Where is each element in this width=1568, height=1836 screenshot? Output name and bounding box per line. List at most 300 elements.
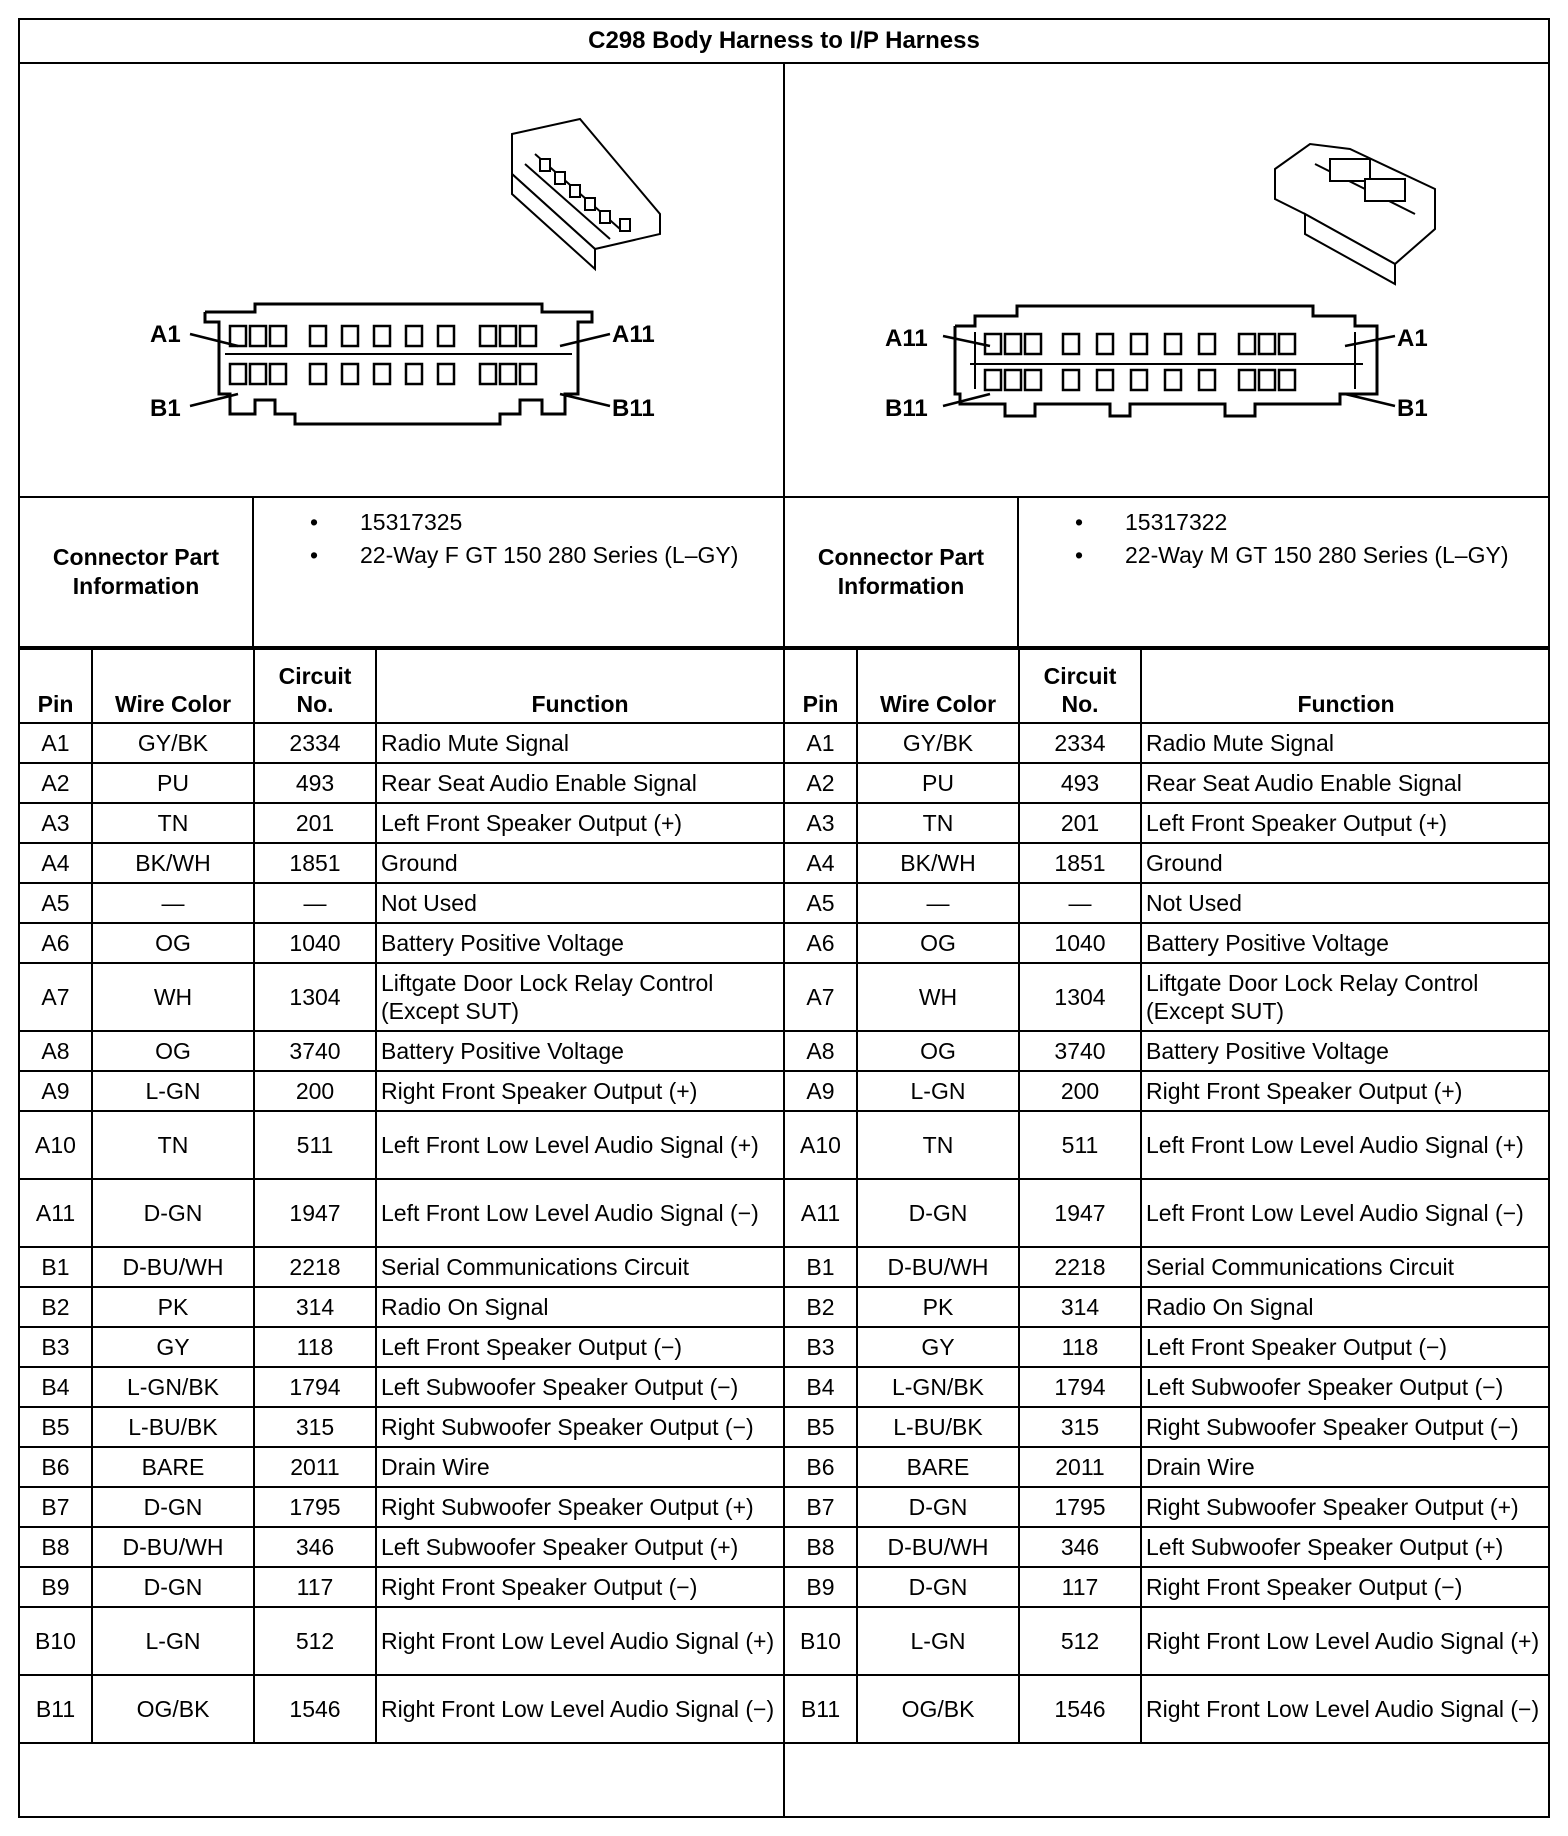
female-connector-diagram [20, 64, 783, 498]
label-b1-left: B1 [150, 395, 181, 422]
circuit-header: Circuit No. [1019, 649, 1141, 723]
label-b11-right: B11 [885, 395, 928, 422]
table-row [785, 963, 1550, 1031]
pin-cell: A8 [785, 1031, 857, 1071]
function-cell: Right Front Low Level Audio Signal (+) [376, 1607, 783, 1675]
pin-cell: B2 [20, 1287, 92, 1327]
cavity-row-b [230, 364, 536, 384]
pin-cavity [1239, 334, 1255, 354]
function-cell: Left Front Low Level Audio Signal (−) [376, 1179, 783, 1247]
label-a1-right: A1 [1397, 325, 1428, 352]
wire-color-cell: PK [857, 1287, 1019, 1327]
part-description: • 22-Way F GT 150 280 Series (L–GY) [254, 541, 783, 570]
pin-cell: A3 [785, 803, 857, 843]
pin-cell: A11 [785, 1179, 857, 1247]
male-connector-panel [785, 64, 1550, 1818]
pin-cavity [270, 364, 286, 384]
table-row [20, 923, 783, 963]
pin-cavity [1199, 370, 1215, 390]
pin-cavity [1097, 334, 1113, 354]
pin-cavity [1005, 370, 1021, 390]
circuit-cell: 315 [254, 1407, 376, 1447]
wire-color-cell: GY/BK [92, 723, 254, 763]
function-cell: Left Subwoofer Speaker Output (−) [1141, 1367, 1550, 1407]
pin-cell: A6 [785, 923, 857, 963]
function-cell: Left Front Low Level Audio Signal (−) [1141, 1179, 1550, 1247]
pin-cell: A1 [785, 723, 857, 763]
pin-cavity [438, 364, 454, 384]
wire-color-cell: PU [857, 763, 1019, 803]
function-cell: Radio On Signal [376, 1287, 783, 1327]
table-row [785, 1247, 1550, 1287]
function-cell: Right Front Speaker Output (−) [376, 1567, 783, 1607]
wire-color-cell: D-GN [92, 1567, 254, 1607]
function-cell: Liftgate Door Lock Relay Control (Except SUT) [376, 963, 783, 1031]
table-row [20, 1675, 783, 1743]
table-row [20, 763, 783, 803]
connector-3d-sketch [512, 119, 660, 269]
function-cell: Right Front Low Level Audio Signal (+) [1141, 1607, 1550, 1675]
circuit-cell: 118 [254, 1327, 376, 1367]
circuit-cell: 511 [1019, 1111, 1141, 1179]
circuit-cell: 314 [1019, 1287, 1141, 1327]
circuit-cell: 1851 [1019, 843, 1141, 883]
circuit-cell: 314 [254, 1287, 376, 1327]
pin-cavity [1025, 370, 1041, 390]
pin-cell: A4 [20, 843, 92, 883]
wire-color-cell: D-BU/WH [92, 1527, 254, 1567]
circuit-cell: 1546 [254, 1675, 376, 1743]
table-row [785, 1407, 1550, 1447]
table-row [785, 1327, 1550, 1367]
function-cell: Battery Positive Voltage [376, 1031, 783, 1071]
circuit-cell: 1040 [254, 923, 376, 963]
pin-header: Pin [20, 649, 92, 723]
function-header: Function [376, 649, 783, 723]
circuit-cell: 117 [1019, 1567, 1141, 1607]
circuit-cell: 2218 [254, 1247, 376, 1287]
circuit-cell: 1851 [254, 843, 376, 883]
table-row [20, 1367, 783, 1407]
male-connector-diagram [785, 64, 1550, 498]
wire-color-cell: D-BU/WH [857, 1247, 1019, 1287]
wire-color-cell: TN [857, 1111, 1019, 1179]
cavity-row-a [230, 326, 536, 346]
wire-color-cell: L-BU/BK [92, 1407, 254, 1447]
circuit-cell: 3740 [254, 1031, 376, 1071]
female-connector-drawing [20, 64, 783, 496]
wire-color-cell: L-BU/BK [857, 1407, 1019, 1447]
pin-cavity [1279, 334, 1295, 354]
connector-face [955, 306, 1377, 416]
circuit-cell: 200 [1019, 1071, 1141, 1111]
function-cell: Radio On Signal [1141, 1287, 1550, 1327]
function-cell: Left Subwoofer Speaker Output (+) [376, 1527, 783, 1567]
pin-cavity [1239, 370, 1255, 390]
wire-color-cell: D-BU/WH [857, 1527, 1019, 1567]
pin-cell: B10 [785, 1607, 857, 1675]
connector-3d-sketch [1275, 144, 1435, 284]
female-connector-panel [20, 64, 785, 1818]
table-row [20, 1071, 783, 1111]
function-cell: Drain Wire [376, 1447, 783, 1487]
connector-part-info-list [254, 498, 783, 656]
pin-cell: A2 [785, 763, 857, 803]
wire-color-cell: L-GN/BK [92, 1367, 254, 1407]
circuit-cell: 118 [1019, 1327, 1141, 1367]
pin-cell: B6 [20, 1447, 92, 1487]
pin-cavity [1131, 334, 1147, 354]
table-row [785, 1111, 1550, 1179]
table-row [785, 1071, 1550, 1111]
part-number: • 15317325 [254, 508, 783, 537]
function-cell: Rear Seat Audio Enable Signal [1141, 763, 1550, 803]
pin-cell: B4 [785, 1367, 857, 1407]
male-connector-info [785, 498, 1550, 648]
table-row [20, 1607, 783, 1675]
circuit-cell: 346 [1019, 1527, 1141, 1567]
table-row [20, 1287, 783, 1327]
pin-cavity [1025, 334, 1041, 354]
wire-color-cell: GY/BK [857, 723, 1019, 763]
function-cell: Drain Wire [1141, 1447, 1550, 1487]
pin-cell: A9 [785, 1071, 857, 1111]
pin-cell: B6 [785, 1447, 857, 1487]
pin-cavity [1063, 370, 1079, 390]
circuit-cell: 512 [254, 1607, 376, 1675]
function-cell: Right Front Speaker Output (−) [1141, 1567, 1550, 1607]
pin-cell: B8 [20, 1527, 92, 1567]
pin-cell: B9 [785, 1567, 857, 1607]
label-b11-left: B11 [612, 395, 655, 422]
circuit-cell: 2218 [1019, 1247, 1141, 1287]
function-cell: Ground [1141, 843, 1550, 883]
function-cell: Radio Mute Signal [376, 723, 783, 763]
pin-cavity [1259, 370, 1275, 390]
function-cell: Right Subwoofer Speaker Output (+) [1141, 1487, 1550, 1527]
pin-cavity [374, 364, 390, 384]
table-row [20, 1031, 783, 1071]
wire-color-cell: PU [92, 763, 254, 803]
table-row [785, 763, 1550, 803]
male-pin-table [785, 648, 1550, 1744]
circuit-cell: 1947 [254, 1179, 376, 1247]
male-connector-drawing [785, 64, 1548, 496]
table-row [20, 1247, 783, 1287]
wire-color-cell: TN [92, 1111, 254, 1179]
function-cell: Right Front Low Level Audio Signal (−) [376, 1675, 783, 1743]
table-row [785, 923, 1550, 963]
table-row [785, 723, 1550, 763]
table-row [20, 1567, 783, 1607]
wire-color-cell: OG [857, 923, 1019, 963]
function-cell: Liftgate Door Lock Relay Control (Except SUT) [1141, 963, 1550, 1031]
pin-cavity [985, 370, 1001, 390]
function-cell: Left Front Speaker Output (−) [376, 1327, 783, 1367]
connector-part-info-list [1019, 498, 1550, 656]
function-cell: Serial Communications Circuit [1141, 1247, 1550, 1287]
circuit-cell: 3740 [1019, 1031, 1141, 1071]
pin-cell: A8 [20, 1031, 92, 1071]
pin-cavity [985, 334, 1001, 354]
table-row [785, 1675, 1550, 1743]
circuit-cell: 493 [1019, 763, 1141, 803]
pin-cell: B4 [20, 1367, 92, 1407]
wire-color-cell: WH [857, 963, 1019, 1031]
female-connector-info [20, 498, 783, 648]
pin-cell: B3 [785, 1327, 857, 1367]
wire-color-cell: OG/BK [92, 1675, 254, 1743]
table-row [20, 1447, 783, 1487]
label-a11-right: A11 [885, 325, 928, 352]
wire-color-cell: D-GN [92, 1487, 254, 1527]
part-number: • 15317322 [1019, 508, 1550, 537]
function-cell: Right Front Low Level Audio Signal (−) [1141, 1675, 1550, 1743]
function-cell: Left Front Low Level Audio Signal (+) [1141, 1111, 1550, 1179]
function-cell: Serial Communications Circuit [376, 1247, 783, 1287]
pin-cell: A7 [785, 963, 857, 1031]
pin-cavity [230, 326, 246, 346]
pin-cell: A5 [20, 883, 92, 923]
table-row [20, 803, 783, 843]
table-row [785, 843, 1550, 883]
pin-cell: B2 [785, 1287, 857, 1327]
circuit-cell: 1040 [1019, 923, 1141, 963]
wire-color-cell: — [857, 883, 1019, 923]
function-cell: Left Front Speaker Output (+) [376, 803, 783, 843]
wire-color-cell: L-GN [92, 1071, 254, 1111]
pin-cell: A4 [785, 843, 857, 883]
table-header-row [20, 649, 783, 723]
circuit-cell: 2334 [254, 723, 376, 763]
pin-cavity [1097, 370, 1113, 390]
pin-cavity [520, 364, 536, 384]
circuit-cell: 315 [1019, 1407, 1141, 1447]
function-cell: Battery Positive Voltage [376, 923, 783, 963]
function-cell: Ground [376, 843, 783, 883]
function-cell: Left Front Speaker Output (−) [1141, 1327, 1550, 1367]
wire-color-cell: OG [92, 1031, 254, 1071]
wire-color-cell: OG [92, 923, 254, 963]
wire-color-cell: L-GN [857, 1607, 1019, 1675]
pin-cavity [406, 364, 422, 384]
circuit-header: Circuit No. [254, 649, 376, 723]
connector-part-info-label: Connector Part Information [785, 498, 1019, 646]
wire-color-cell: D-GN [92, 1179, 254, 1247]
pin-cell: B5 [20, 1407, 92, 1447]
pin-cavity [1131, 370, 1147, 390]
wire-color-cell: PK [92, 1287, 254, 1327]
wire-color-cell: L-GN/BK [857, 1367, 1019, 1407]
function-cell: Left Front Low Level Audio Signal (+) [376, 1111, 783, 1179]
wire-color-cell: L-GN [92, 1607, 254, 1675]
function-cell: Right Subwoofer Speaker Output (−) [1141, 1407, 1550, 1447]
wire-color-cell: BK/WH [857, 843, 1019, 883]
table-row [785, 1607, 1550, 1675]
pin-cell: A9 [20, 1071, 92, 1111]
function-cell: Right Subwoofer Speaker Output (−) [376, 1407, 783, 1447]
pin-cell: A3 [20, 803, 92, 843]
connector-document [18, 18, 1550, 1818]
table-row [20, 1327, 783, 1367]
table-row [785, 1567, 1550, 1607]
wire-color-cell: D-GN [857, 1487, 1019, 1527]
pin-cell: A6 [20, 923, 92, 963]
table-row [20, 1111, 783, 1179]
pin-cavity [406, 326, 422, 346]
circuit-cell: 200 [254, 1071, 376, 1111]
circuit-cell: 1947 [1019, 1179, 1141, 1247]
wire-color-cell: BK/WH [92, 843, 254, 883]
function-cell: Battery Positive Voltage [1141, 923, 1550, 963]
pin-cell: A10 [785, 1111, 857, 1179]
circuit-cell: 511 [254, 1111, 376, 1179]
pin-cavity [480, 364, 496, 384]
circuit-cell: 2334 [1019, 723, 1141, 763]
wire-color-cell: TN [92, 803, 254, 843]
table-row [785, 1447, 1550, 1487]
function-cell: Rear Seat Audio Enable Signal [376, 763, 783, 803]
circuit-cell: 512 [1019, 1607, 1141, 1675]
wire-color-cell: OG [857, 1031, 1019, 1071]
table-row [20, 843, 783, 883]
pin-header: Pin [785, 649, 857, 723]
pin-cell: B8 [785, 1527, 857, 1567]
circuit-cell: 2011 [254, 1447, 376, 1487]
table-row [785, 803, 1550, 843]
wire-color-cell: BARE [92, 1447, 254, 1487]
wire-color-cell: D-GN [857, 1179, 1019, 1247]
pin-cell: A10 [20, 1111, 92, 1179]
pin-cavity [1279, 370, 1295, 390]
pin-cell: B9 [20, 1567, 92, 1607]
table-row [785, 1527, 1550, 1567]
circuit-cell: 201 [1019, 803, 1141, 843]
function-cell: Left Subwoofer Speaker Output (+) [1141, 1527, 1550, 1567]
circuit-cell: 1795 [254, 1487, 376, 1527]
pin-cavity [1063, 334, 1079, 354]
pin-cavity [500, 326, 516, 346]
pin-cell: B5 [785, 1407, 857, 1447]
pin-cavity [1005, 334, 1021, 354]
table-row [20, 1487, 783, 1527]
table-row [785, 1287, 1550, 1327]
table-header-row [785, 649, 1550, 723]
table-row [785, 1487, 1550, 1527]
pin-cell: B7 [785, 1487, 857, 1527]
pin-cavity [342, 326, 358, 346]
female-pin-table [20, 648, 783, 1744]
wire-color-header: Wire Color [857, 649, 1019, 723]
pin-cell: B3 [20, 1327, 92, 1367]
wire-color-cell: D-GN [857, 1567, 1019, 1607]
circuit-cell: 346 [254, 1527, 376, 1567]
table-row [20, 1179, 783, 1247]
circuit-cell: 201 [254, 803, 376, 843]
wire-color-cell: GY [92, 1327, 254, 1367]
pin-cavity [438, 326, 454, 346]
pin-cell: B1 [20, 1247, 92, 1287]
pin-cavity [250, 326, 266, 346]
wire-color-cell: BARE [857, 1447, 1019, 1487]
connector-part-info-label: Connector Part Information [20, 498, 254, 646]
label-b1-right: B1 [1397, 395, 1428, 422]
wire-color-cell: TN [857, 803, 1019, 843]
wire-color-cell: L-GN [857, 1071, 1019, 1111]
wire-color-cell: GY [857, 1327, 1019, 1367]
pin-cell: B7 [20, 1487, 92, 1527]
pin-cavity [1165, 334, 1181, 354]
circuit-cell: — [254, 883, 376, 923]
part-description: • 22-Way M GT 150 280 Series (L–GY) [1019, 541, 1550, 570]
pin-cell: A5 [785, 883, 857, 923]
table-row [20, 963, 783, 1031]
pin-cavity [500, 364, 516, 384]
function-cell: Not Used [376, 883, 783, 923]
label-a1-left: A1 [150, 321, 181, 348]
wire-color-cell: D-BU/WH [92, 1247, 254, 1287]
function-cell: Right Subwoofer Speaker Output (+) [376, 1487, 783, 1527]
pin-cavity [230, 364, 246, 384]
table-row [20, 883, 783, 923]
pin-cavity [310, 326, 326, 346]
table-row [785, 883, 1550, 923]
pin-cavity [250, 364, 266, 384]
function-cell: Right Front Speaker Output (+) [376, 1071, 783, 1111]
pin-cell: B11 [785, 1675, 857, 1743]
pin-cell: A7 [20, 963, 92, 1031]
wire-color-cell: WH [92, 963, 254, 1031]
wire-color-cell: — [92, 883, 254, 923]
function-cell: Left Subwoofer Speaker Output (−) [376, 1367, 783, 1407]
pin-cavity [310, 364, 326, 384]
pin-cavity [342, 364, 358, 384]
function-cell: Left Front Speaker Output (+) [1141, 803, 1550, 843]
table-row [785, 1179, 1550, 1247]
table-row [20, 723, 783, 763]
circuit-cell: — [1019, 883, 1141, 923]
function-cell: Right Front Speaker Output (+) [1141, 1071, 1550, 1111]
circuit-cell: 1304 [1019, 963, 1141, 1031]
pin-cavity [1199, 334, 1215, 354]
pin-cavity [374, 326, 390, 346]
circuit-cell: 1304 [254, 963, 376, 1031]
pin-cell: A11 [20, 1179, 92, 1247]
table-row [785, 1367, 1550, 1407]
table-row [785, 1031, 1550, 1071]
pin-cell: A1 [20, 723, 92, 763]
pin-cell: B1 [785, 1247, 857, 1287]
table-row [20, 1407, 783, 1447]
pin-cell: B11 [20, 1675, 92, 1743]
pin-cell: B10 [20, 1607, 92, 1675]
circuit-cell: 493 [254, 763, 376, 803]
circuit-cell: 2011 [1019, 1447, 1141, 1487]
pin-cavity [1259, 334, 1275, 354]
wire-color-cell: OG/BK [857, 1675, 1019, 1743]
pin-cavity [480, 326, 496, 346]
function-cell: Radio Mute Signal [1141, 723, 1550, 763]
pin-cavity [270, 326, 286, 346]
label-a11-left: A11 [612, 321, 655, 348]
document-title: C298 Body Harness to I/P Harness [20, 20, 1548, 64]
cavity-row-b [985, 370, 1295, 390]
circuit-cell: 1794 [1019, 1367, 1141, 1407]
circuit-cell: 1794 [254, 1367, 376, 1407]
circuit-cell: 1546 [1019, 1675, 1141, 1743]
table-row [20, 1527, 783, 1567]
function-cell: Battery Positive Voltage [1141, 1031, 1550, 1071]
